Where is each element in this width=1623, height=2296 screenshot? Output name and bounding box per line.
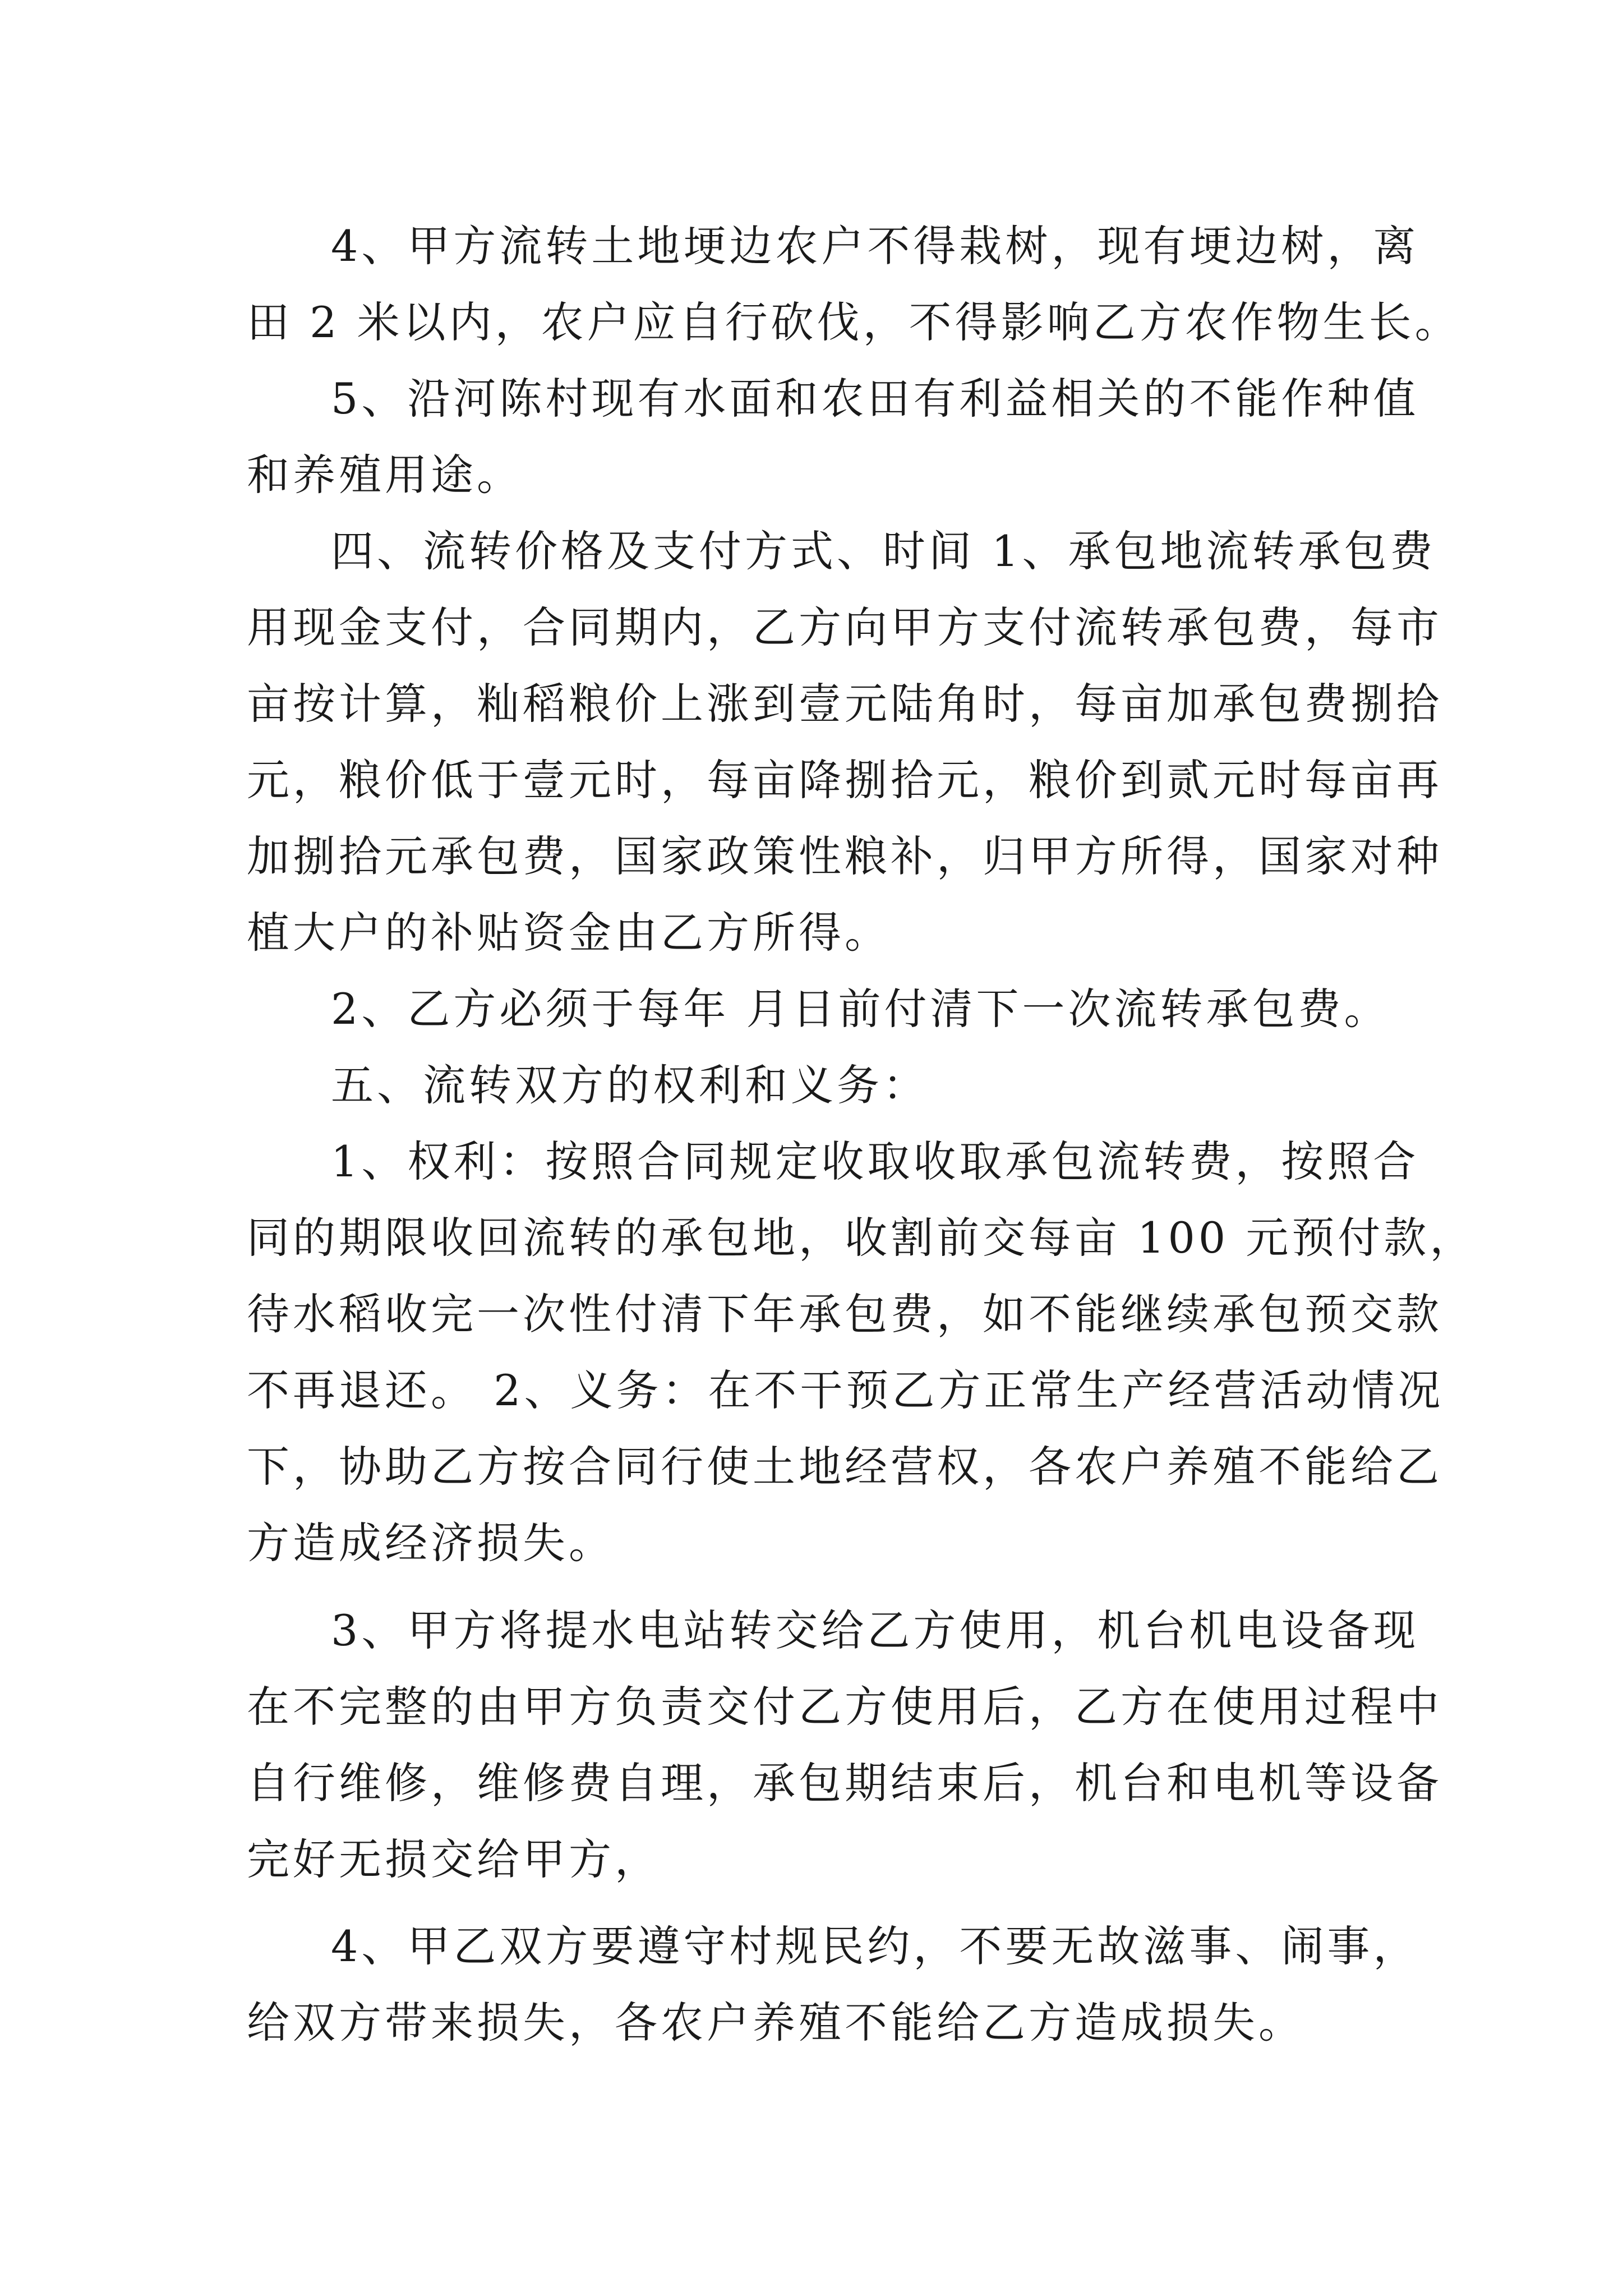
- paragraph-line: 4、甲方流转土地埂边农户不得栽树，现有埂边树，离: [331, 221, 1419, 271]
- paragraph-line: 和养殖用途。: [247, 450, 523, 500]
- paragraph-line: 下，协助乙方按合同行使土地经营权，各农户养殖不能给乙: [247, 1442, 1442, 1492]
- paragraph-line: 5、沿河陈村现有水面和农田有利益相关的不能作种值: [331, 374, 1419, 424]
- paragraph-line: 四、流转价格及支付方式、时间 1、承包地流转承包费: [331, 526, 1436, 576]
- paragraph-line: 加捌拾元承包费，国家政策性粮补，归甲方所得，国家对种: [247, 831, 1442, 881]
- paragraph-line: 用现金支付，合同期内，乙方向甲方支付流转承包费，每市: [247, 602, 1442, 652]
- paragraph-line: 元，粮价低于壹元时，每亩降捌拾元，粮价到贰元时每亩再: [247, 755, 1442, 805]
- paragraph-line: 五、流转双方的权利和义务：: [331, 1060, 929, 1110]
- paragraph-line: 2、乙方必须于每年 月日前付清下一次流转承包费。: [331, 984, 1390, 1034]
- paragraph-line: 自行维修，维修费自理，承包期结束后，机台和电机等设备: [247, 1758, 1442, 1808]
- paragraph-line: 4、甲乙双方要遵守村规民约，不要无故滋事、闹事，: [331, 1921, 1419, 1971]
- paragraph-line: 田 2 米以内，农户应自行砍伐，不得影响乙方农作物生长。: [247, 297, 1461, 347]
- paragraph-line: 待水稻收完一次性付清下年承包费，如不能继续承包预交款: [247, 1289, 1442, 1339]
- paragraph-line: 3、甲方将提水电站转交给乙方使用，机台机电设备现: [331, 1605, 1419, 1655]
- paragraph-line: 完好无损交给甲方，: [247, 1834, 661, 1884]
- paragraph-line: 不再退还。 2、义务：在不干预乙方正常生产经营活动情况: [247, 1365, 1444, 1415]
- paragraph-line: 给双方带来损失，各农户养殖不能给乙方造成损失。: [247, 1998, 1304, 2047]
- paragraph-line: 植大户的补贴资金由乙方所得。: [247, 908, 891, 958]
- paragraph-line: 亩按计算，籼稻粮价上涨到壹元陆角时，每亩加承包费捌拾: [247, 679, 1442, 729]
- paragraph-line: 1、权利：按照合同规定收取收取承包流转费，按照合: [331, 1137, 1419, 1186]
- paragraph-line: 在不完整的由甲方负责交付乙方使用后，乙方在使用过程中: [247, 1682, 1442, 1732]
- paragraph-line: 同的期限收回流转的承包地，收割前交每亩 100 元预付款，: [247, 1213, 1476, 1263]
- paragraph-line: 方造成经济损失。: [247, 1518, 615, 1568]
